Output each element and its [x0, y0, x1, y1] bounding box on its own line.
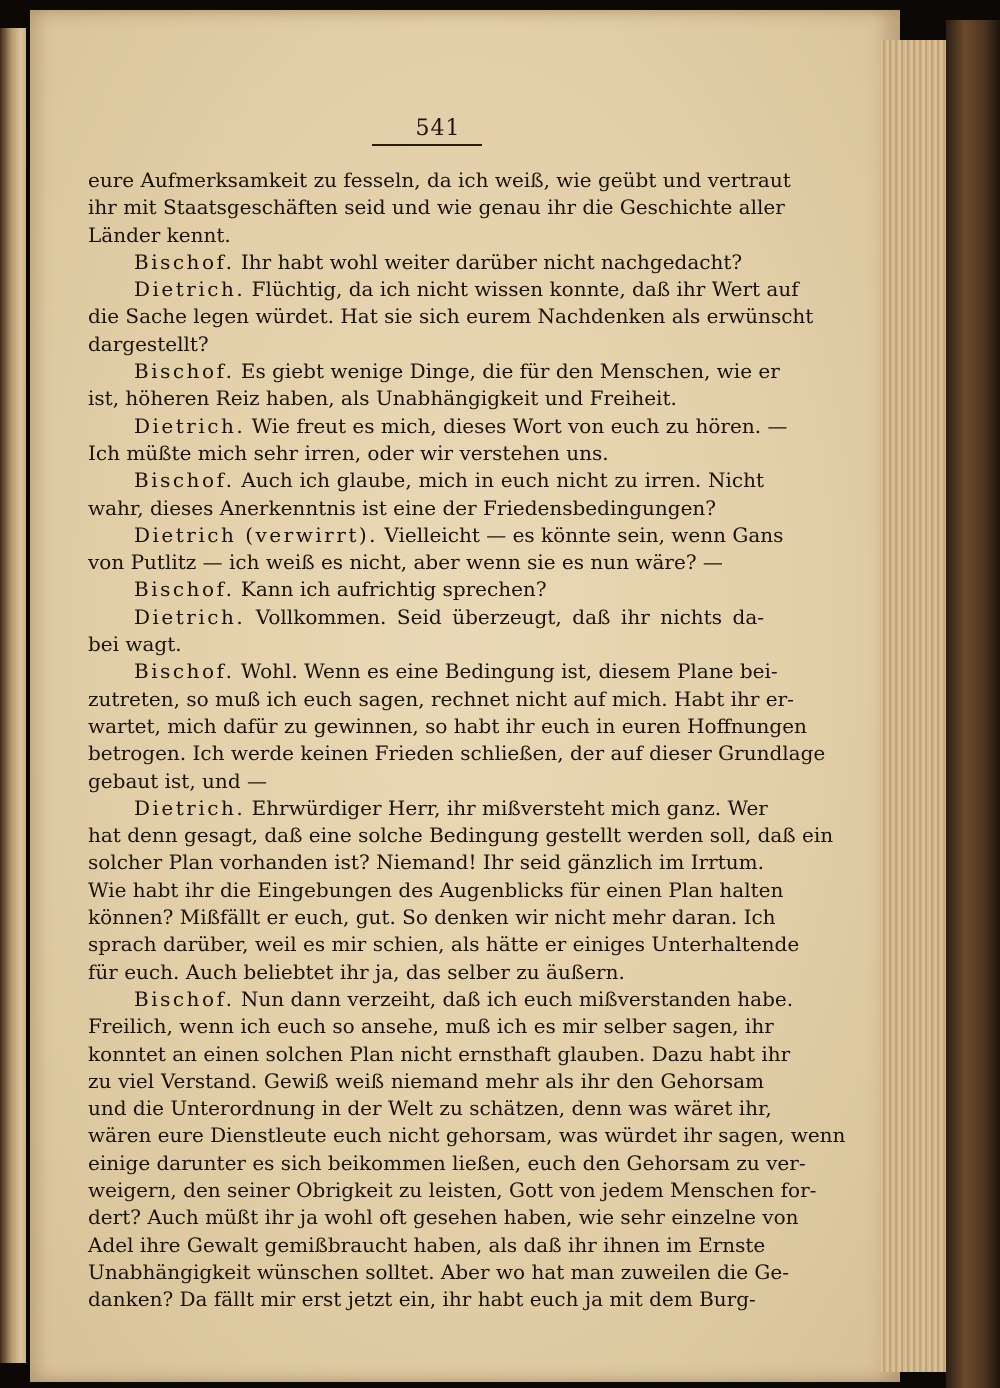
line-text: solcher Plan vorhanden ist? Niemand! Ihr seid gänzlich im Irrtum.	[88, 850, 764, 875]
line-text: wartet, mich dafür zu gewinnen, so habt ihr euch in euren Hoffnungen	[88, 713, 807, 738]
line-text: Unabhängigkeit wünschen solltet. Aber wo hat man zuweilen die Ge-	[88, 1259, 789, 1284]
text-line	[88, 631, 764, 658]
header-rule	[372, 144, 482, 146]
text-line	[88, 413, 788, 440]
line-text: Flüchtig, da ich nicht wissen konnte, daß ihr Wert auf	[251, 277, 799, 302]
text-line	[88, 877, 784, 904]
line-text: Vollkommen. Seid überzeugt, daß ihr nichts da-	[255, 604, 765, 629]
line-text: von Putlitz — ich weiß es nicht, aber wenn sie es nun wäre? —	[88, 550, 723, 575]
text-line	[88, 1259, 789, 1286]
line-text: hat denn gesagt, daß eine solche Bedingung gestellt werden soll, daß ein	[88, 823, 834, 848]
text-line	[88, 1177, 817, 1204]
line-text: wären eure Dienstleute euch nicht gehorsam, was würdet ihr sagen, wenn	[88, 1123, 846, 1148]
line-text: Wohl. Wenn es eine Bedingung ist, diesem Plane bei-	[240, 659, 778, 684]
speaker-name: Bischof.	[134, 249, 235, 274]
book-cover-edge	[946, 20, 1000, 1388]
line-text: Freilich, wenn ich euch so ansehe, muß ich es mir selber sagen, ihr	[88, 1014, 774, 1039]
line-text: Ehrwürdiger Herr, ihr mißversteht mich ganz. Wer	[251, 795, 768, 820]
speaker-name: Dietrich (verwirrt).	[134, 522, 379, 547]
text-line	[88, 795, 768, 822]
text-line	[88, 331, 764, 358]
line-text: Wie freut es mich, dieses Wort von euch zu hören. —	[251, 413, 788, 438]
line-text: danken? Da fällt mir erst jetzt ein, ihr habt euch ja mit dem Burg-	[88, 1287, 756, 1312]
line-text: gebaut ist, und —	[88, 768, 267, 793]
text-line	[88, 249, 764, 276]
text-line	[88, 1095, 772, 1122]
line-text: Ihr habt wohl weiter darüber nicht nachgedacht?	[240, 249, 743, 274]
speaker-name: Bischof.	[134, 659, 235, 684]
text-line	[88, 303, 814, 330]
line-text: ihr mit Staatsgeschäften seid und wie genau ihr die Geschichte aller	[88, 195, 785, 220]
line-text: betrogen. Ich werde keinen Frieden schließen, der auf dieser Grundlage	[88, 741, 826, 766]
line-text: Kann ich aufrichtig sprechen?	[240, 577, 547, 602]
line-text: Auch ich glaube, mich in euch nicht zu irren. Nicht	[241, 468, 764, 493]
speaker-name: Dietrich.	[134, 413, 246, 438]
text-line	[88, 167, 791, 194]
text-line	[88, 604, 764, 631]
text-line	[88, 1068, 764, 1095]
text-line	[88, 576, 764, 603]
line-text: Länder kennt.	[88, 222, 231, 247]
text-line	[88, 822, 834, 849]
speaker-name: Bischof.	[134, 359, 235, 384]
line-text: weigern, den seiner Obrigkeit zu leisten, Gott von jedem Menschen for-	[88, 1177, 817, 1202]
line-text: Vielleicht — es könnte sein, wenn Gans	[384, 522, 784, 547]
line-text: einige darunter es sich beikommen ließen, euch den Gehorsam zu ver-	[88, 1150, 806, 1175]
text-line	[88, 495, 764, 522]
line-text: die Sache legen würdet. Hat sie sich eurem Nachdenken als erwünscht	[88, 304, 814, 329]
line-text: zutreten, so muß ich euch sagen, rechnet nicht auf mich. Habt ihr er-	[88, 686, 794, 711]
text-line	[88, 658, 778, 685]
text-line	[88, 385, 764, 412]
text-line	[88, 1013, 774, 1040]
text-line	[88, 1122, 846, 1149]
line-text: Adel ihre Gewalt gemißbraucht haben, als daß ihr ihnen im Ernste	[88, 1232, 766, 1257]
line-text: dert? Auch müßt ihr ja wohl oft gesehen haben, wie sehr einzelne von	[88, 1205, 799, 1230]
text-line	[88, 1150, 806, 1177]
text-line	[88, 1232, 764, 1259]
speaker-name: Dietrich.	[134, 795, 246, 820]
speaker-name: Bischof.	[134, 577, 235, 602]
line-text: Es giebt wenige Dinge, die für den Menschen, wie er	[240, 359, 780, 384]
line-text: für euch. Auch beliebtet ihr ja, das selber zu äußern.	[88, 959, 625, 984]
text-line	[88, 522, 784, 549]
speaker-name: Bischof.	[134, 986, 235, 1011]
line-text: ist, höheren Reiz haben, als Unabhängigkeit und Freiheit.	[88, 386, 677, 411]
speaker-name: Dietrich.	[134, 604, 246, 629]
speaker-name: Bischof.	[134, 468, 235, 493]
text-line	[88, 276, 799, 303]
line-text: Ich müßte mich sehr irren, oder wir verstehen uns.	[88, 440, 609, 465]
page-stack-edge	[880, 40, 946, 1372]
line-text: zu viel Verstand. Gewiß weiß niemand mehr als ihr den Gehorsam	[88, 1068, 764, 1093]
line-text: bei wagt.	[88, 632, 182, 657]
speaker-name: Dietrich.	[134, 277, 246, 302]
text-line	[88, 549, 764, 576]
text-line	[88, 740, 826, 767]
text-line	[88, 1041, 791, 1068]
text-line	[88, 959, 764, 986]
line-text: können? Mißfällt er euch, gut. So denken wir nicht mehr daran. Ich	[88, 905, 776, 930]
line-text: konntet an einen solchen Plan nicht ernsthaft glauben. Dazu habt ihr	[88, 1041, 791, 1066]
text-line	[88, 931, 800, 958]
line-text: sprach darüber, weil es mir schien, als hätte er einiges Unterhaltende	[88, 932, 800, 957]
line-text: Wie habt ihr die Eingebungen des Augenblicks für einen Plan halten	[88, 877, 784, 902]
text-line	[88, 358, 780, 385]
text-line	[88, 713, 807, 740]
text-line	[88, 1204, 799, 1231]
text-line	[88, 686, 794, 713]
body-text	[88, 167, 846, 1313]
line-text: dargestellt?	[88, 331, 209, 356]
text-line	[88, 194, 785, 221]
text-line	[88, 849, 764, 876]
text-line	[88, 768, 764, 795]
text-line	[88, 467, 764, 494]
line-text: und die Unterordnung in der Welt zu schätzen, denn was wäret ihr,	[88, 1096, 772, 1121]
line-text: Nun dann verzeiht, daß ich euch mißverstanden habe.	[240, 986, 794, 1011]
text-line	[88, 440, 764, 467]
line-text: eure Aufmerksamkeit zu fesseln, da ich weiß, wie geübt und vertraut	[88, 168, 791, 192]
text-line	[88, 904, 776, 931]
text-line	[88, 222, 764, 249]
line-text: wahr, dieses Anerkenntnis ist eine der Friedensbedingungen?	[88, 495, 717, 520]
text-line	[88, 986, 794, 1013]
text-line	[88, 1286, 764, 1313]
page-number: 541	[415, 116, 461, 141]
book-left-page-edge	[0, 28, 26, 1363]
